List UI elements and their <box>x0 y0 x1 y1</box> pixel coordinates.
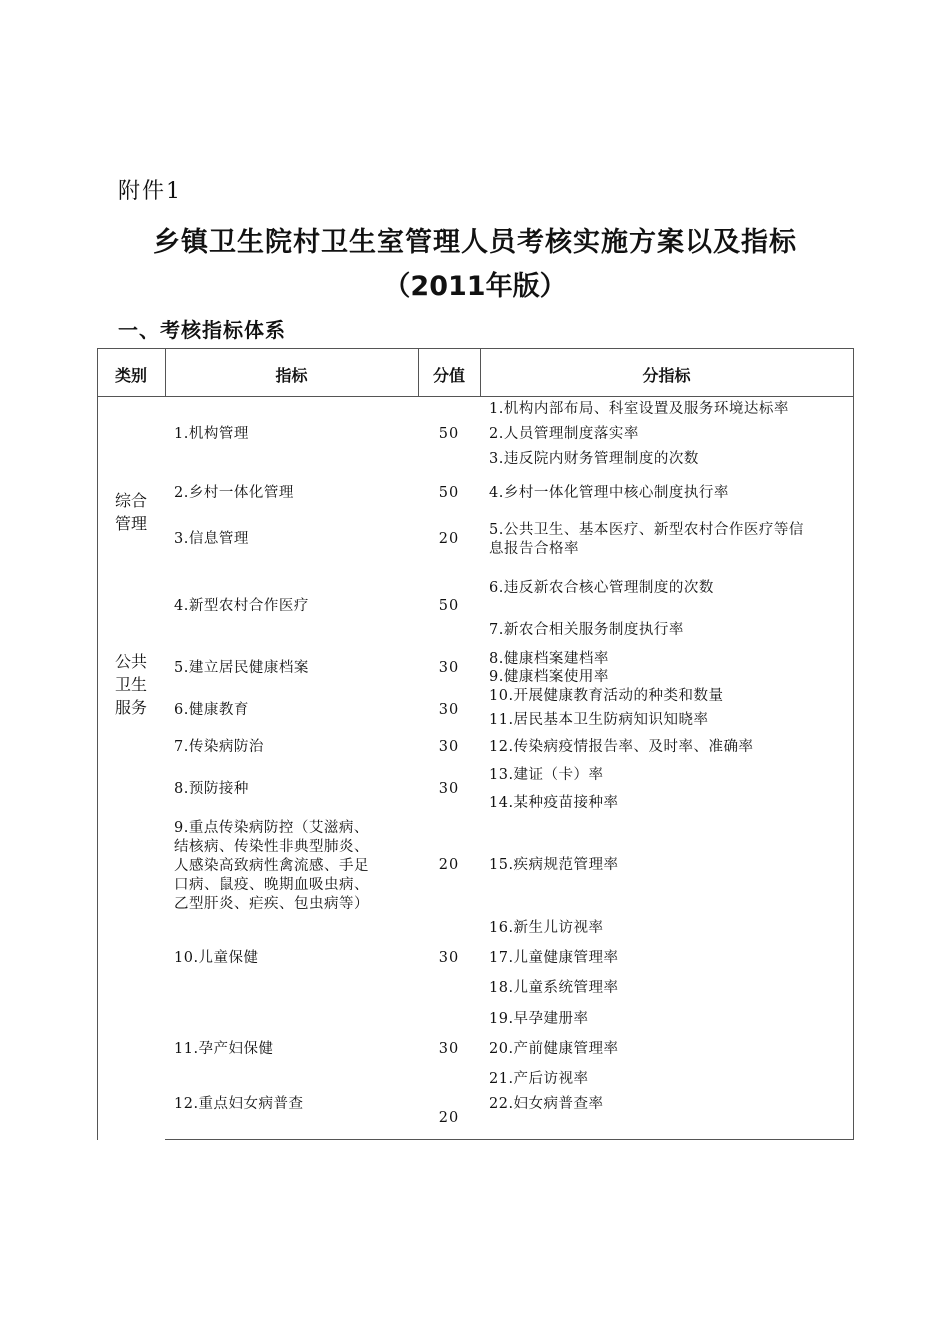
table-header-border <box>97 396 854 397</box>
sub-indicator-cell: 15.疾病规范管理率 <box>489 857 619 873</box>
document-edition: （2011年版） <box>383 271 567 302</box>
score-cell: 20 <box>438 1110 460 1126</box>
score-cell: 50 <box>438 598 460 614</box>
sub-indicator-cell: 14.某种疫苗接种率 <box>489 795 619 811</box>
indicator-cell: 1.机构管理 <box>174 426 249 442</box>
score-cell: 30 <box>438 660 460 676</box>
indicator-cell: 11.孕产妇保健 <box>174 1041 274 1057</box>
indicator-cell: 8.预防接种 <box>174 781 249 797</box>
sub-indicator-cell: 7.新农合相关服务制度执行率 <box>489 622 684 638</box>
table-left-border <box>97 348 98 1140</box>
sub-indicator-cell: 22.妇女病普查率 <box>489 1096 604 1112</box>
sub-indicator-cell: 20.产前健康管理率 <box>489 1041 619 1057</box>
sub-indicator-cell: 3.违反院内财务管理制度的次数 <box>489 451 699 467</box>
score-cell: 30 <box>438 950 460 966</box>
score-cell: 50 <box>438 426 460 442</box>
score-cell: 30 <box>438 781 460 797</box>
sub-indicator-cell: 5.公共卫生、基本医疗、新型农村合作医疗等信 息报告合格率 <box>489 522 804 557</box>
score-cell: 20 <box>438 857 460 873</box>
header-score: 分值 <box>432 365 465 385</box>
indicator-cell: 7.传染病防治 <box>174 739 264 755</box>
table-bottom-border <box>165 1139 854 1140</box>
indicator-cell: 5.建立居民健康档案 <box>174 660 309 676</box>
header-sub-indicator: 分指标 <box>642 365 691 385</box>
sub-indicator-cell: 6.违反新农合核心管理制度的次数 <box>489 580 714 596</box>
sub-indicator-cell: 10.开展健康教育活动的种类和数量 <box>489 688 724 704</box>
sub-indicator-cell: 2.人员管理制度落实率 <box>489 426 639 442</box>
indicator-cell: 6.健康教育 <box>174 702 249 718</box>
sub-indicator-cell: 16.新生儿访视率 <box>489 920 604 936</box>
document-title: 乡镇卫生院村卫生室管理人员考核实施方案以及指标 <box>153 227 797 258</box>
sub-indicator-cell: 8.健康档案建档率 <box>489 651 609 667</box>
sub-indicator-cell: 19.早孕建册率 <box>489 1011 589 1027</box>
score-cell: 20 <box>438 531 460 547</box>
header-indicator: 指标 <box>275 365 308 385</box>
header-category: 类别 <box>114 365 147 385</box>
category-cell: 综合 管理 <box>114 491 147 533</box>
indicator-cell: 12.重点妇女病普查 <box>174 1096 304 1112</box>
indicator-cell: 2.乡村一体化管理 <box>174 485 294 501</box>
sub-indicator-cell: 21.产后访视率 <box>489 1071 589 1087</box>
score-cell: 30 <box>438 1041 460 1057</box>
table-top-border <box>97 348 854 349</box>
sub-indicator-cell: 13.建证（卡）率 <box>489 767 604 783</box>
table-right-border <box>853 348 854 1140</box>
sub-indicator-cell: 1.机构内部布局、科室设置及服务环境达标率 <box>489 401 789 417</box>
category-cell: 公共 卫生 服务 <box>114 652 147 717</box>
sub-indicator-cell: 9.健康档案使用率 <box>489 669 609 685</box>
sub-indicator-cell: 12.传染病疫情报告率、及时率、准确率 <box>489 739 754 755</box>
attachment-label: 附件1 <box>118 179 182 204</box>
indicator-cell: 4.新型农村合作医疗 <box>174 598 309 614</box>
section-heading: 一、考核指标体系 <box>118 318 286 342</box>
sub-indicator-cell: 4.乡村一体化管理中核心制度执行率 <box>489 485 729 501</box>
sub-indicator-cell: 17.儿童健康管理率 <box>489 950 619 966</box>
score-cell: 30 <box>438 739 460 755</box>
sub-indicator-cell: 18.儿童系统管理率 <box>489 980 619 996</box>
indicator-cell: 3.信息管理 <box>174 531 249 547</box>
sub-indicator-cell: 11.居民基本卫生防病知识知晓率 <box>489 712 709 728</box>
score-cell: 30 <box>438 702 460 718</box>
score-cell: 50 <box>438 485 460 501</box>
indicator-cell: 9.重点传染病防控（艾滋病、 结核病、传染性非典型肺炎、 人感染高致病性禽流感、手足 口病、鼠疫、晚期血吸虫病、 乙型肝炎、疟疾、包虫病等） <box>174 820 369 912</box>
indicator-cell: 10.儿童保健 <box>174 950 259 966</box>
